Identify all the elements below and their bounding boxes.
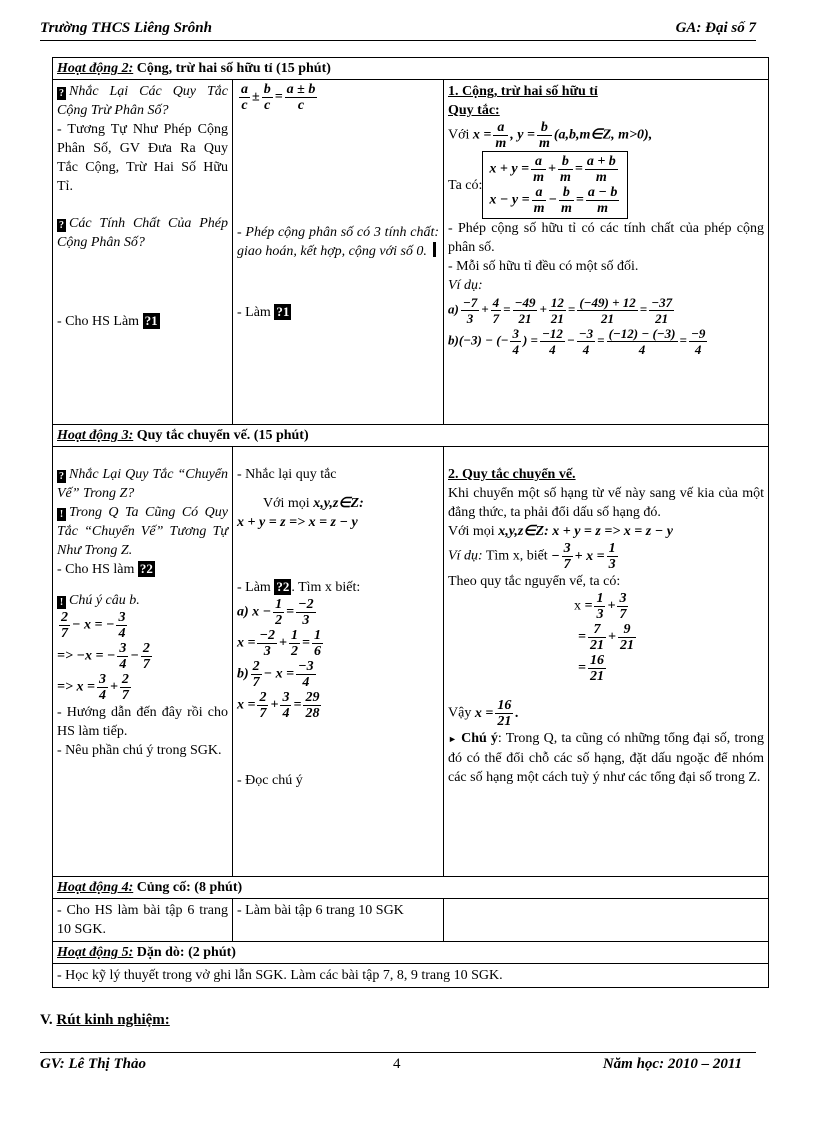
activity4-label: Hoạt động 4: [57,880,134,895]
a3-student-task: - Làm [237,580,271,595]
activity3-label: Hoạt động 3: [57,428,134,443]
a3-student-recall: - Nhắc lại quy tắc [237,467,337,482]
exclamation-icon: ! [57,596,66,609]
a2-prop1: - Phép cộng số hữu tỉ có các tính chất của phép cộng phân số. [448,221,765,255]
a3-forall: Với mọi [263,496,310,511]
a2-teacher-task: - Cho HS Làm [57,314,140,329]
a3-student-rule: x + y = z => x = z − y [237,515,358,530]
a2-with: Với [448,127,470,143]
question-icon: ? [59,88,64,99]
activity2-title: Cộng, trừ hai số hữu tỉ (15 phút) [136,61,331,76]
activity2-student-cell: $\frac{a}{c}$ ± $\frac{b}{c}$ = $\frac{a \pm b}{c}$ - Phép cộng phân số có 3 tính chất: giao hoán, kết hợp, cộng với số 0. - Làm ?1 [233,80,444,425]
activity2-content-cell: 1. Cộng, trừ hai số hữu tỉ Quy tắc: Với x = $\frac{a}{m}$ , y = $\frac{b}{m}$ (a,b,m∈Z, m>0), Ta có: x + y = $\frac{a}{m}$ + $\frac{b}{m}$ = $\frac{a + b}{m}$ x − y = $\frac{a}{m}$ − $\frac{b}{m}$ = $\frac{a - b}{m}$ - Phép cộng số hữu tỉ có các tính chất của phép cộng phân số. - Mỗi số hữu tỉ đều có một số đối. Ví dụ: a) $\frac{-7}{3}$ + $\frac{4}{7}$ = $\frac{-49}{21}$ + $\frac{12}{21}$ = $\frac{(-49) + 12}{21}$ = $\frac{-37}{21}$ b)(−3) − (− $\frac{3}{4}$ ) = $\frac{-12}{4}$ − $\frac{-3}{4}$ = $\frac{(-12) - (-3)}{4}$ = $\frac{-9}{4}$ [444,80,769,425]
a3-note-label: Chú ý [461,731,498,746]
activity3-student-cell: - Nhắc lại quy tắc Với mọi x,y,z∈Z: x + y = z => x = z − y - Làm ?2 . Tìm x biết: a) x − $\frac{1}{2}$ = $\frac{-2}{3}$ x = $\frac{-2}{3}$ + $\frac{1}{2}$ = $\frac{1}{6}$ b) $\frac{2}{7}$ − x = $\frac{-3}{4}$ x = $\frac{2}{7}$ + $\frac{3}{4}$ = $\frac{29}{28}$ - Đọc chú ý [233,447,444,877]
formula-box: x + y = $\frac{a}{m}$ + $\frac{b}{m}$ = $\frac{a + b}{m}$ x − y = $\frac{a}{m}$ − $\frac{b}{m}$ = $\frac{a - b}{m}$ [482,151,628,219]
a3-teacher-task: - Cho HS làm [57,562,135,577]
exclamation-icon: ! [57,508,66,521]
a3-note-text: : Trong Q, ta cũng có những tổng đại số, trong đó có thể đổi chỗ các số hạng, đặt dấu ngoặc để nhóm các số hạng một cách tuỳ ý như các tổng đại số trong Z. [448,731,765,785]
frac-num: b [263,82,271,97]
activity5-row [53,964,769,988]
a3-task-tail: . Tìm x biết: [291,580,361,595]
a2-teacher-q1: Nhắc Lại Các Quy Tắc Cộng Trừ Phân Số? [57,84,228,118]
review-roman: V. [40,1012,53,1028]
activity4-title: Củng cố: (8 phút) [136,880,243,895]
activity5-title-row [53,942,769,964]
a3-by-rule: Theo quy tắc nguyển vế, ta có: [448,574,621,589]
a2-prop2: - Mỗi số hữu tỉ đều có một số đối. [448,259,639,274]
activity3-teacher-cell: ? Nhắc Lại Quy Tắc “Chuyển Vế” Trong Z? ! Trong Q Ta Cũng Có Quy Tắc “Chuyển Vế” Tương Tự Như Trong Z. - Cho HS làm ?2 ! Chú ý câu b. $\frac{2}{7}$ − x = − $\frac{3}{4}$ => −x = − $\frac{3}{4}$ − $\frac{2}{7}$ => x = $\frac{3}{4}$ + $\frac{2}{7}$ - Hướng dẫn đến đây rồi cho HS làm tiếp. - Nêu phần chú ý trong SGK. [53,447,233,877]
question-icon: ? [59,471,64,482]
a2-cond: (a,b,m∈Z, m>0), [553,127,653,143]
footer-teacher: GV: Lê Thị Thảo [40,1056,146,1072]
school-name: Trường THCS Liêng Srônh [40,20,212,36]
a2-teacher-q1b: - Tương Tự Như Phép Cộng Phân Số, GV Đưa Ra Quy Tắc Cộng, Trừ Hai Số Hữu Tỉ. [57,122,228,194]
a3-c-forall: Với mọi [448,524,495,539]
question-icon: ? [59,220,64,231]
ex-b-label: b) [448,332,459,348]
a4-student: - Làm bài tập 6 trang 10 SGK [233,899,444,942]
a3-text: Khi chuyển một số hạng từ vế này sang vế kia của một đẳng thức, ta phải đổi dấu số hạng đó. [448,486,765,520]
a4-teacher: - Cho HS làm bài tập 6 trang 10 SGK. [53,899,233,942]
task-badge: ?2 [139,561,153,576]
a3-example-text: Tìm x, biết [485,548,548,564]
page-footer [40,1052,756,1072]
a3-teacher-note: Chú ý câu b. [69,593,140,608]
activity2-teacher-cell [53,80,233,425]
activity2-row [53,80,769,425]
a3-teacher-q1: Nhắc Lại Quy Tắc “Chuyển Vế” Trong Z? [57,467,228,501]
footer-year: Năm học: 2010 – 2011 [602,1056,742,1072]
a2-student-task: - Làm [237,305,271,320]
a2-rule-label: Quy tắc: [448,103,500,118]
review-label: Rút kinh nghiệm: [56,1012,170,1028]
a3-c-rule: x,y,z∈Z: x + y = z => x = z − y [498,524,673,539]
a3-x-label: x [574,598,581,614]
activity3-row [53,447,769,877]
activity2-label: Hoạt động 2: [57,61,134,76]
activity3-title-row [53,425,769,447]
a2-heading: 1. Cộng, trừ hai số hữu tỉ [448,84,598,99]
activity3-title: Quy tắc chuyển vế. (15 phút) [136,428,309,443]
a3-student-read: - Đọc chú ý [237,773,303,788]
a2-have: Ta có: [448,177,483,193]
review-section [40,1012,170,1029]
task-badge: ?1 [144,313,158,328]
a4-content [444,899,769,942]
ex-a-label: a) [448,301,459,317]
a3-vars: x,y,z∈Z: [313,496,364,511]
activity4-title-row [53,877,769,899]
a3-teacher-note2: - Nêu phần chú ý trong SGK. [57,743,222,758]
page-number: 4 [393,1056,401,1072]
a2-student-props: - Phép cộng phân số có 3 tính chất: giao hoán, kết hợp, cộng với số 0. [237,225,439,259]
activity5-label: Hoạt động 5: [57,945,134,960]
frac-num: a [241,82,248,97]
a3-teacher-q2: Trong Q Ta Cũng Có Quy Tắc “Chuyển Vế” Tương Tự Như Trong Z. [57,505,228,558]
task-badge: ?2 [276,579,290,594]
lesson-table [52,57,769,988]
task-badge: ?1 [276,304,290,319]
a3-teacher-guide: - Hướng dẫn đến đây rồi cho HS làm tiếp. [57,705,228,739]
a2-example: Ví dụ: [448,278,483,293]
frac-den: c [264,98,271,113]
frac-den: c [241,98,248,113]
activity3-content-cell: 2. Quy tắc chuyển vế. Khi chuyển một số hạng từ vế này sang vế kia của một đẳng thức, ta phải đổi dấu số hạng đó. Với mọi x,y,z∈Z: x + y = z => x = z − y Ví dụ: Tìm x, biết − $\frac{3}{7}$ + x = $\frac{1}{3}$ Theo quy tắc nguyển vế, ta có: x = $\frac{1}{3}$ + $\frac{3}{7}$ = $\frac{7}{21}$ + $\frac{9}{21}$ = $\frac{16}{21}$ Vậy x = $\frac{16}{21}$ . ► Chú ý: Trong Q, ta cũng có những tổng đại số, trong đó có thể đổi chỗ các số hạng, đặt dấu ngoặc để nhóm các số hạng một cách tuỳ ý như các tổng đại số trong Z. [444,447,769,877]
a5-text: - Học kỹ lý thuyết trong vở ghi lẫn SGK. Làm các bài tập 7, 8, 9 trang 10 SGK. [53,964,769,988]
activity4-row [53,899,769,942]
a3-example-label: Ví dụ: [448,548,483,564]
page-header [40,18,756,41]
text-cursor [433,242,436,257]
a2-teacher-q2: Các Tính Chất Của Phép Cộng Phân Số? [57,216,228,250]
activity2-title-row [53,58,769,80]
frac-den: c [297,98,305,113]
frac-num: a ± b [286,82,316,97]
a3-heading: 2. Quy tắc chuyển vế. [448,467,576,482]
activity5-title: Dặn dò: (2 phút) [136,945,236,960]
a3-answer-label: Vậy [448,705,472,721]
subject-label: GA: Đại số 7 [675,20,756,36]
